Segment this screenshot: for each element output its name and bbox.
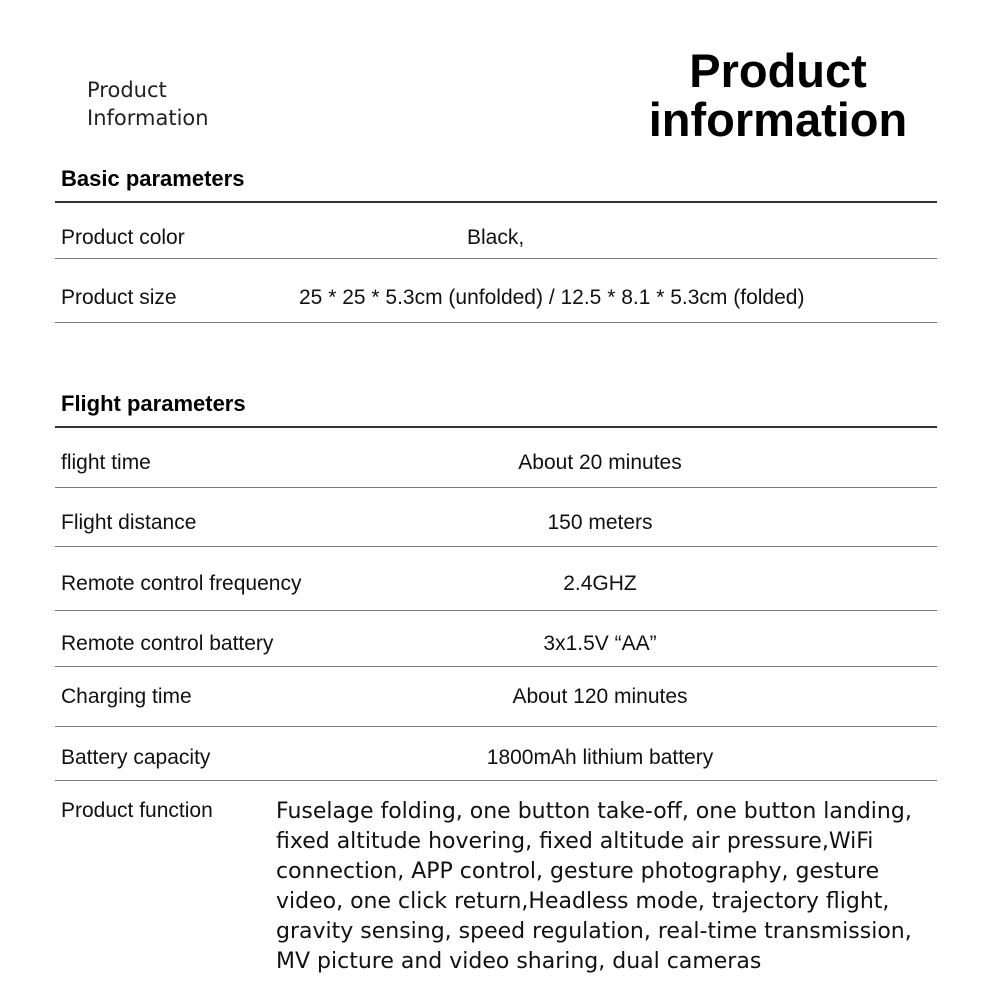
page-title — [628, 46, 928, 144]
spec-value: 25 * 25 * 5.3cm (unfolded) / 12.5 * 8.1 * 5.3cm (folded) — [299, 286, 805, 309]
basic-heading-divider — [55, 201, 937, 203]
flight-parameters-heading: Flight parameters — [61, 391, 246, 416]
spec-label: Product color — [61, 226, 185, 249]
row-divider — [55, 487, 937, 488]
spec-label: Remote control battery — [61, 632, 274, 655]
product-function-description — [276, 797, 946, 977]
row-divider — [55, 258, 937, 259]
row-divider — [55, 780, 937, 781]
small-title — [87, 76, 209, 132]
spec-label: Battery capacity — [61, 746, 211, 769]
flight-heading-divider — [55, 426, 937, 428]
row-divider — [55, 666, 937, 667]
spec-label: flight time — [61, 451, 151, 474]
spec-value: Black, — [467, 226, 525, 249]
row-divider — [55, 322, 937, 323]
spec-value: 1800mAh lithium battery — [486, 746, 714, 769]
description-line: MV picture and video sharing, dual cameras — [276, 949, 762, 974]
description-line: fixed altitude hovering, fixed altitude air pressure,WiFi — [276, 829, 874, 854]
basic-parameters-heading: Basic parameters — [61, 166, 245, 191]
row-divider — [55, 610, 937, 611]
small-title-line2: Information — [87, 106, 209, 130]
description-line: Fuselage folding, one button take-off, one button landing, — [276, 799, 912, 824]
page-title-line2: information — [648, 93, 908, 146]
spec-value: 150 meters — [547, 511, 653, 534]
spec-label: Flight distance — [61, 511, 197, 534]
spec-value: About 120 minutes — [512, 685, 688, 708]
page-title-line1: Product — [689, 44, 867, 97]
spec-label: Product function — [61, 799, 213, 822]
spec-value: 3x1.5V “AA” — [543, 632, 657, 655]
spec-label: Product size — [61, 286, 177, 309]
spec-label: Remote control frequency — [61, 572, 302, 595]
small-title-line1: Product — [87, 78, 167, 102]
description-line: connection, APP control, gesture photography, gesture — [276, 859, 880, 884]
description-line: video, one click return,Headless mode, trajectory flight, — [276, 889, 890, 914]
description-line: gravity sensing, speed regulation, real-time transmission, — [276, 919, 912, 944]
spec-value: About 20 minutes — [518, 451, 682, 474]
row-divider — [55, 546, 937, 547]
row-divider — [55, 726, 937, 727]
spec-label: Charging time — [61, 685, 192, 708]
spec-value: 2.4GHZ — [563, 572, 637, 595]
